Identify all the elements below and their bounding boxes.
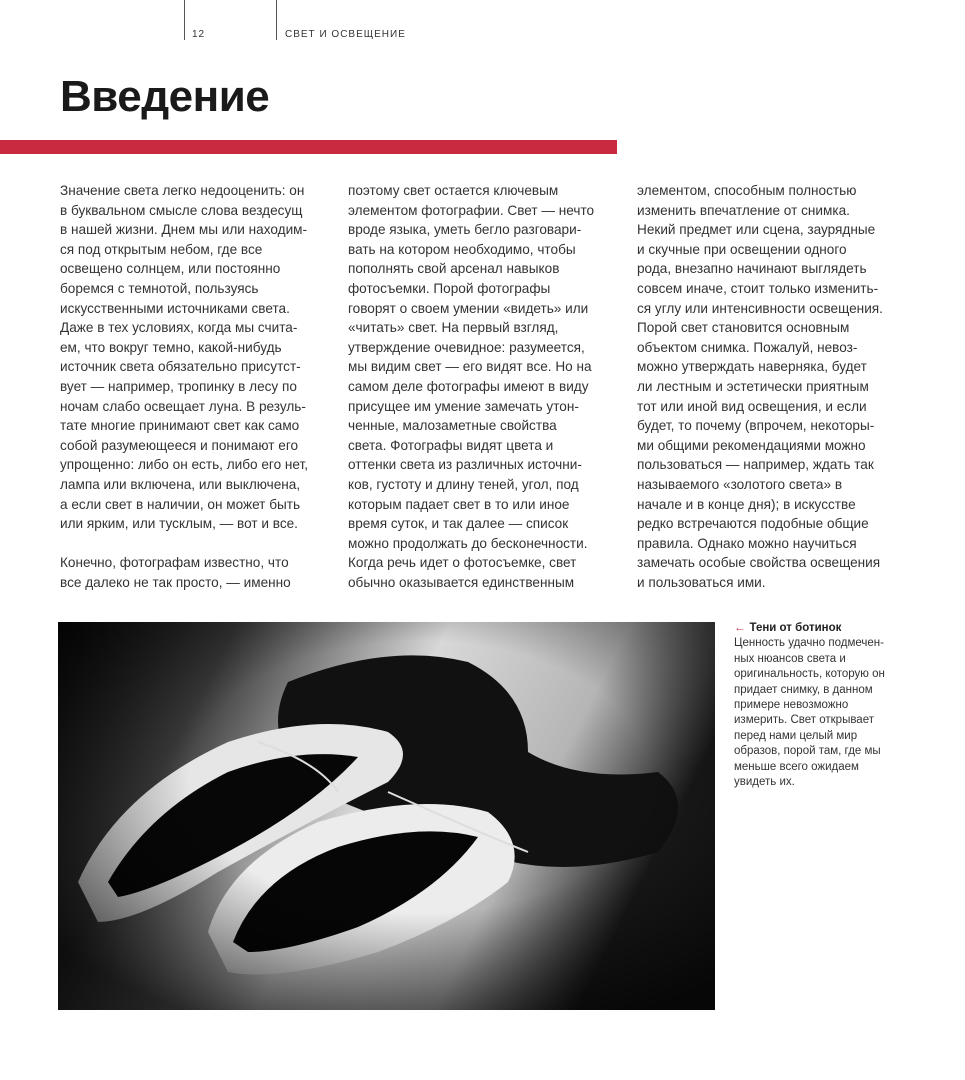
text-line: поэтому свет остается ключевым: [348, 183, 559, 198]
text-line: искусственными источниками света.: [60, 300, 290, 316]
text-line: лампа или включена, или выключена,: [60, 476, 301, 492]
text-line: ночам слабо освещает луна. В резуль-: [60, 398, 306, 414]
header-divider: [276, 0, 277, 40]
text-line: Некий предмет или сцена, заурядные: [637, 222, 876, 238]
running-head: СВЕТ И ОСВЕЩЕНИЕ: [285, 29, 406, 40]
text-line: или ярким, или тусклым, — вот и все.: [60, 516, 298, 532]
text-line: ков, густоту и длину теней, угол, под: [348, 476, 579, 492]
photo-caption: [734, 621, 924, 790]
text-line: ли лестным и эстетически приятным: [637, 378, 869, 394]
text-line: меньше всего ожидаем: [734, 760, 859, 773]
arrow-left-icon: ←: [734, 622, 746, 634]
text-line: редко встречаются подобные общие: [637, 516, 869, 532]
text-line: правила. Однако можно научиться: [637, 535, 857, 551]
text-line: упрощенно: либо он есть, либо его нет,: [60, 457, 309, 473]
text-line: ных нюансов света и: [734, 652, 846, 665]
text-line: которым падает свет в то или иное: [348, 496, 570, 512]
text-column-3: [637, 181, 917, 592]
text-line: перед нами целый мир: [734, 729, 858, 742]
text-line: пользоваться — например, ждать так: [637, 457, 874, 473]
title-rule: [0, 140, 617, 154]
text-line: примере невозможно: [734, 699, 849, 712]
text-line: можно продолжать до бесконечности.: [348, 535, 588, 551]
text-line: собой разумеющееся и понимают его: [60, 437, 299, 453]
text-line: замечать особые свойства освещения: [637, 555, 881, 571]
text-line: Ценность удачно подмечен-: [734, 637, 884, 650]
text-line: тате многие принимают свет как само: [60, 418, 300, 434]
text-line: вует — например, тропинку в лесу по: [60, 378, 297, 394]
paragraph-gap: [60, 534, 340, 554]
text-line: вать на котором необходимо, чтобы: [348, 241, 576, 257]
text-line: объектом снимка. Пожалуй, невоз-: [637, 339, 858, 355]
text-line: мы видим свет — его видят все. Но на: [348, 359, 592, 375]
text-line: света. Фотографы видят цвета и: [348, 437, 554, 453]
text-line: будет, то почему (впрочем, некоторы-: [637, 418, 875, 434]
text-line: обычно оказывается единственным: [348, 574, 575, 590]
text-line: совсем иначе, стоит только изменить-: [637, 280, 879, 296]
text-line: «читать» свет. На первый взгляд,: [348, 320, 559, 336]
text-line: ченные, малозаметные свойства: [348, 418, 557, 434]
photo-shoes-shadows: [58, 622, 715, 1010]
caption-title: Тени от ботинок: [749, 622, 842, 634]
page-title: Введение: [60, 72, 270, 121]
text-line: говорят о своем умении «видеть» или: [348, 300, 589, 316]
text-line: образов, порой там, где мы: [734, 745, 881, 758]
text-line: освещено солнцем, или постоянно: [60, 261, 281, 277]
text-line: оттенки света из различных источни-: [348, 457, 582, 473]
text-line: источник света обязательно присутст-: [60, 359, 301, 375]
text-line: можно утверждать наверняка, будет: [637, 359, 867, 375]
text-line: придает снимку, в данном: [734, 683, 873, 696]
text-line: начале и в конце дня); в искусстве: [637, 496, 856, 512]
text-line: измерить. Свет открывает: [734, 714, 874, 727]
text-line: и скучные при освещении одного: [637, 241, 847, 257]
text-column-1: [60, 181, 340, 592]
text-line: Значение света легко недооценить: он: [60, 183, 305, 198]
text-line: а если свет в наличии, он может быть: [60, 496, 301, 512]
text-line: ся углу или интенсивности освещения.: [637, 300, 883, 316]
text-line: и пользоваться ими.: [637, 574, 766, 590]
text-line: тот или иной вид освещения, и если: [637, 398, 867, 414]
text-line: самом деле фотографы имеют в виду: [348, 378, 589, 394]
text-line: Конечно, фотографам известно, что: [60, 555, 289, 571]
text-line: называемого «золотого света» в: [637, 476, 843, 492]
text-line: ем, что вокруг темно, какой-нибудь: [60, 339, 282, 355]
text-line: оригинальность, которую он: [734, 668, 885, 681]
text-line: Порой свет становится основным: [637, 320, 850, 336]
text-line: увидеть их.: [734, 776, 795, 789]
text-line: ся под открытым небом, где все: [60, 241, 263, 257]
text-line: элементом фотографии. Свет — нечто: [348, 202, 595, 218]
text-line: фотосъемки. Порой фотографы: [348, 280, 551, 296]
text-line: присущее им умение замечать утон-: [348, 398, 579, 414]
header-divider: [184, 0, 185, 40]
text-line: изменить впечатление от снимка.: [637, 202, 850, 218]
text-line: рода, внезапно начинают выглядеть: [637, 261, 867, 277]
text-line: время суток, и так далее — список: [348, 516, 569, 532]
text-line: боремся с темнотой, пользуясь: [60, 280, 259, 296]
text-column-2: [348, 181, 628, 592]
text-line: в буквальном смысле слова вездесущ: [60, 202, 303, 218]
text-line: вроде языка, уметь бегло разговари-: [348, 222, 582, 238]
text-line: ми общими рекомендациями можно: [637, 437, 866, 453]
text-line: элементом, способным полностью: [637, 183, 857, 198]
page-number: 12: [192, 29, 206, 40]
text-line: Даже в тех условиях, когда мы счита-: [60, 320, 298, 336]
text-line: в нашей жизни. Днем мы или находим-: [60, 222, 308, 238]
text-line: пополнять свой арсенал навыков: [348, 261, 560, 277]
text-line: Когда речь идет о фотосъемке, свет: [348, 555, 577, 571]
text-line: утверждение очевидное: разумеется,: [348, 339, 585, 355]
text-line: все далеко не так просто, — именно: [60, 574, 291, 590]
